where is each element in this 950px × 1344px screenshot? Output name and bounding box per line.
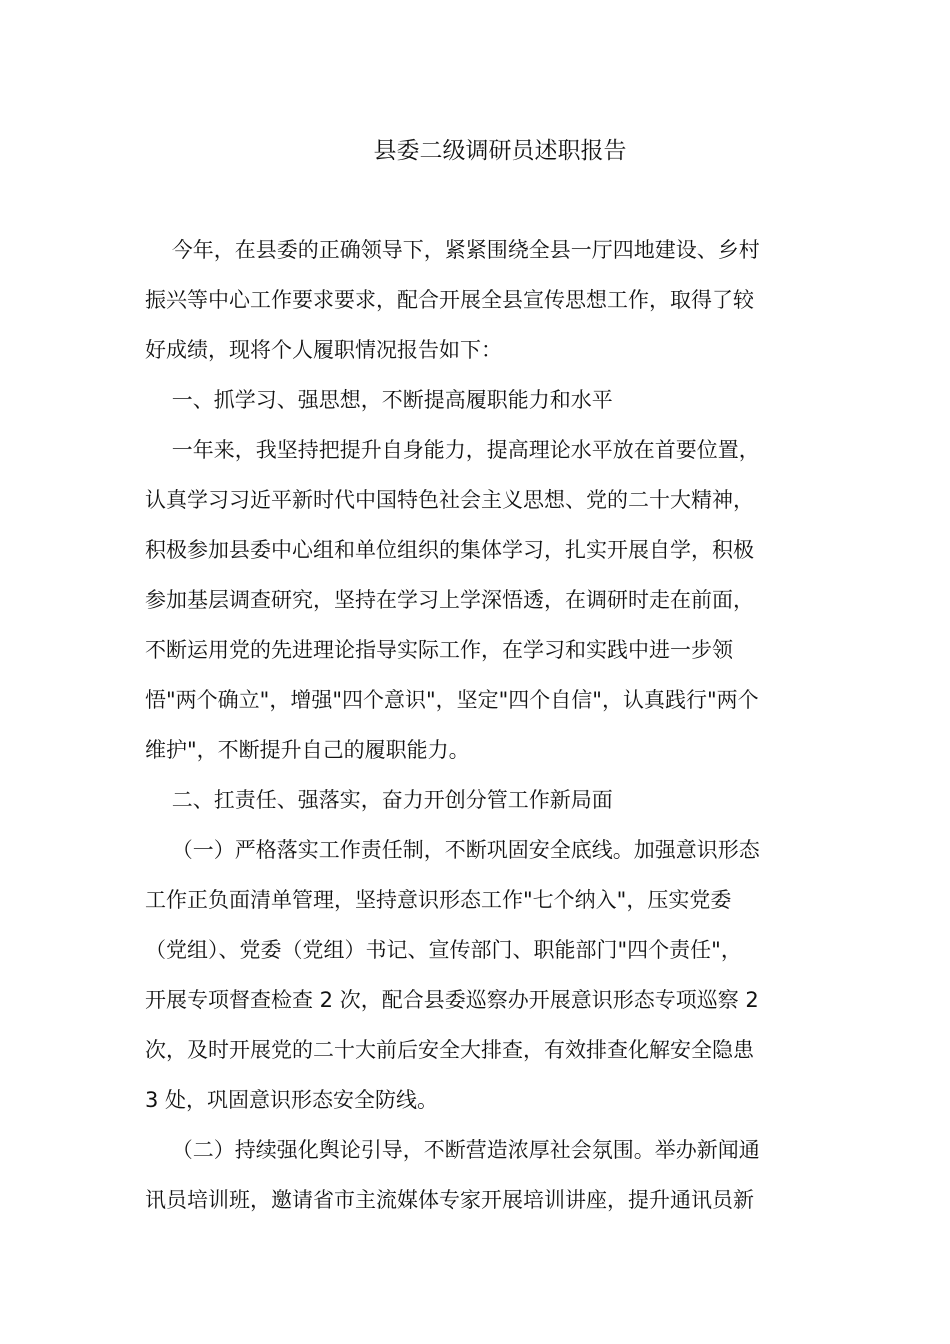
- paragraph-line: （党组）、党委（党组）书记、宣传部门、职能部门"四个责任"，: [145, 938, 742, 962]
- paragraph-line: 认真学习习近平新时代中国特色社会主义思想、党的二十大精神，: [145, 488, 754, 512]
- paragraph-line: 次，及时开展党的二十大前后安全大排查，有效排查化解安全隐患: [145, 1038, 754, 1062]
- paragraph-line: 维护"，不断提升自己的履职能力。: [145, 738, 470, 762]
- paragraph-line: 振兴等中心工作要求要求，配合开展全县宣传思想工作，取得了较: [145, 288, 754, 312]
- document-body: [145, 228, 810, 1228]
- paragraph-line: （二）持续强化舆论引导，不断营造浓厚社会氛围。举办新闻通: [145, 1138, 760, 1162]
- paragraph-line: （一）严格落实工作责任制，不断巩固安全底线。加强意识形态: [145, 838, 760, 862]
- paragraph-line: 积极参加县委中心组和单位组织的集体学习，扎实开展自学，积极: [145, 538, 754, 562]
- paragraph-line: 今年，在县委的正确领导下，紧紧围绕全县一厅四地建设、乡村: [145, 238, 760, 262]
- paragraph-line: 讯员培训班，邀请省市主流媒体专家开展培训讲座，提升通讯员新: [145, 1188, 754, 1212]
- section-heading: 二、扛责任、强落实，奋力开创分管工作新局面: [145, 788, 613, 812]
- paragraph-line: 工作正负面清单管理，坚持意识形态工作"七个纳入"，压实党委: [145, 888, 732, 912]
- paragraph-line: 好成绩，现将个人履职情况报告如下：: [145, 338, 502, 362]
- document-title: 县委二级调研员述职报告: [373, 138, 627, 164]
- paragraph-line: 3 处，巩固意识形态安全防线。: [145, 1088, 439, 1112]
- paragraph-line: 不断运用党的先进理论指导实际工作，在学习和实践中进一步领: [145, 638, 733, 662]
- paragraph-line: 一年来，我坚持把提升自身能力，提高理论水平放在首要位置，: [145, 438, 760, 462]
- section-heading: 一、抓学习、强思想，不断提高履职能力和水平: [145, 388, 613, 412]
- paragraph-line: 参加基层调查研究，坚持在学习上学深悟透，在调研时走在前面，: [145, 588, 754, 612]
- paragraph-line: 悟"两个确立"，增强"四个意识"，坚定"四个自信"，认真践行"两个: [145, 688, 759, 712]
- paragraph-line: 开展专项督查检查 2 次，配合县委巡察办开展意识形态专项巡察 2: [145, 988, 759, 1012]
